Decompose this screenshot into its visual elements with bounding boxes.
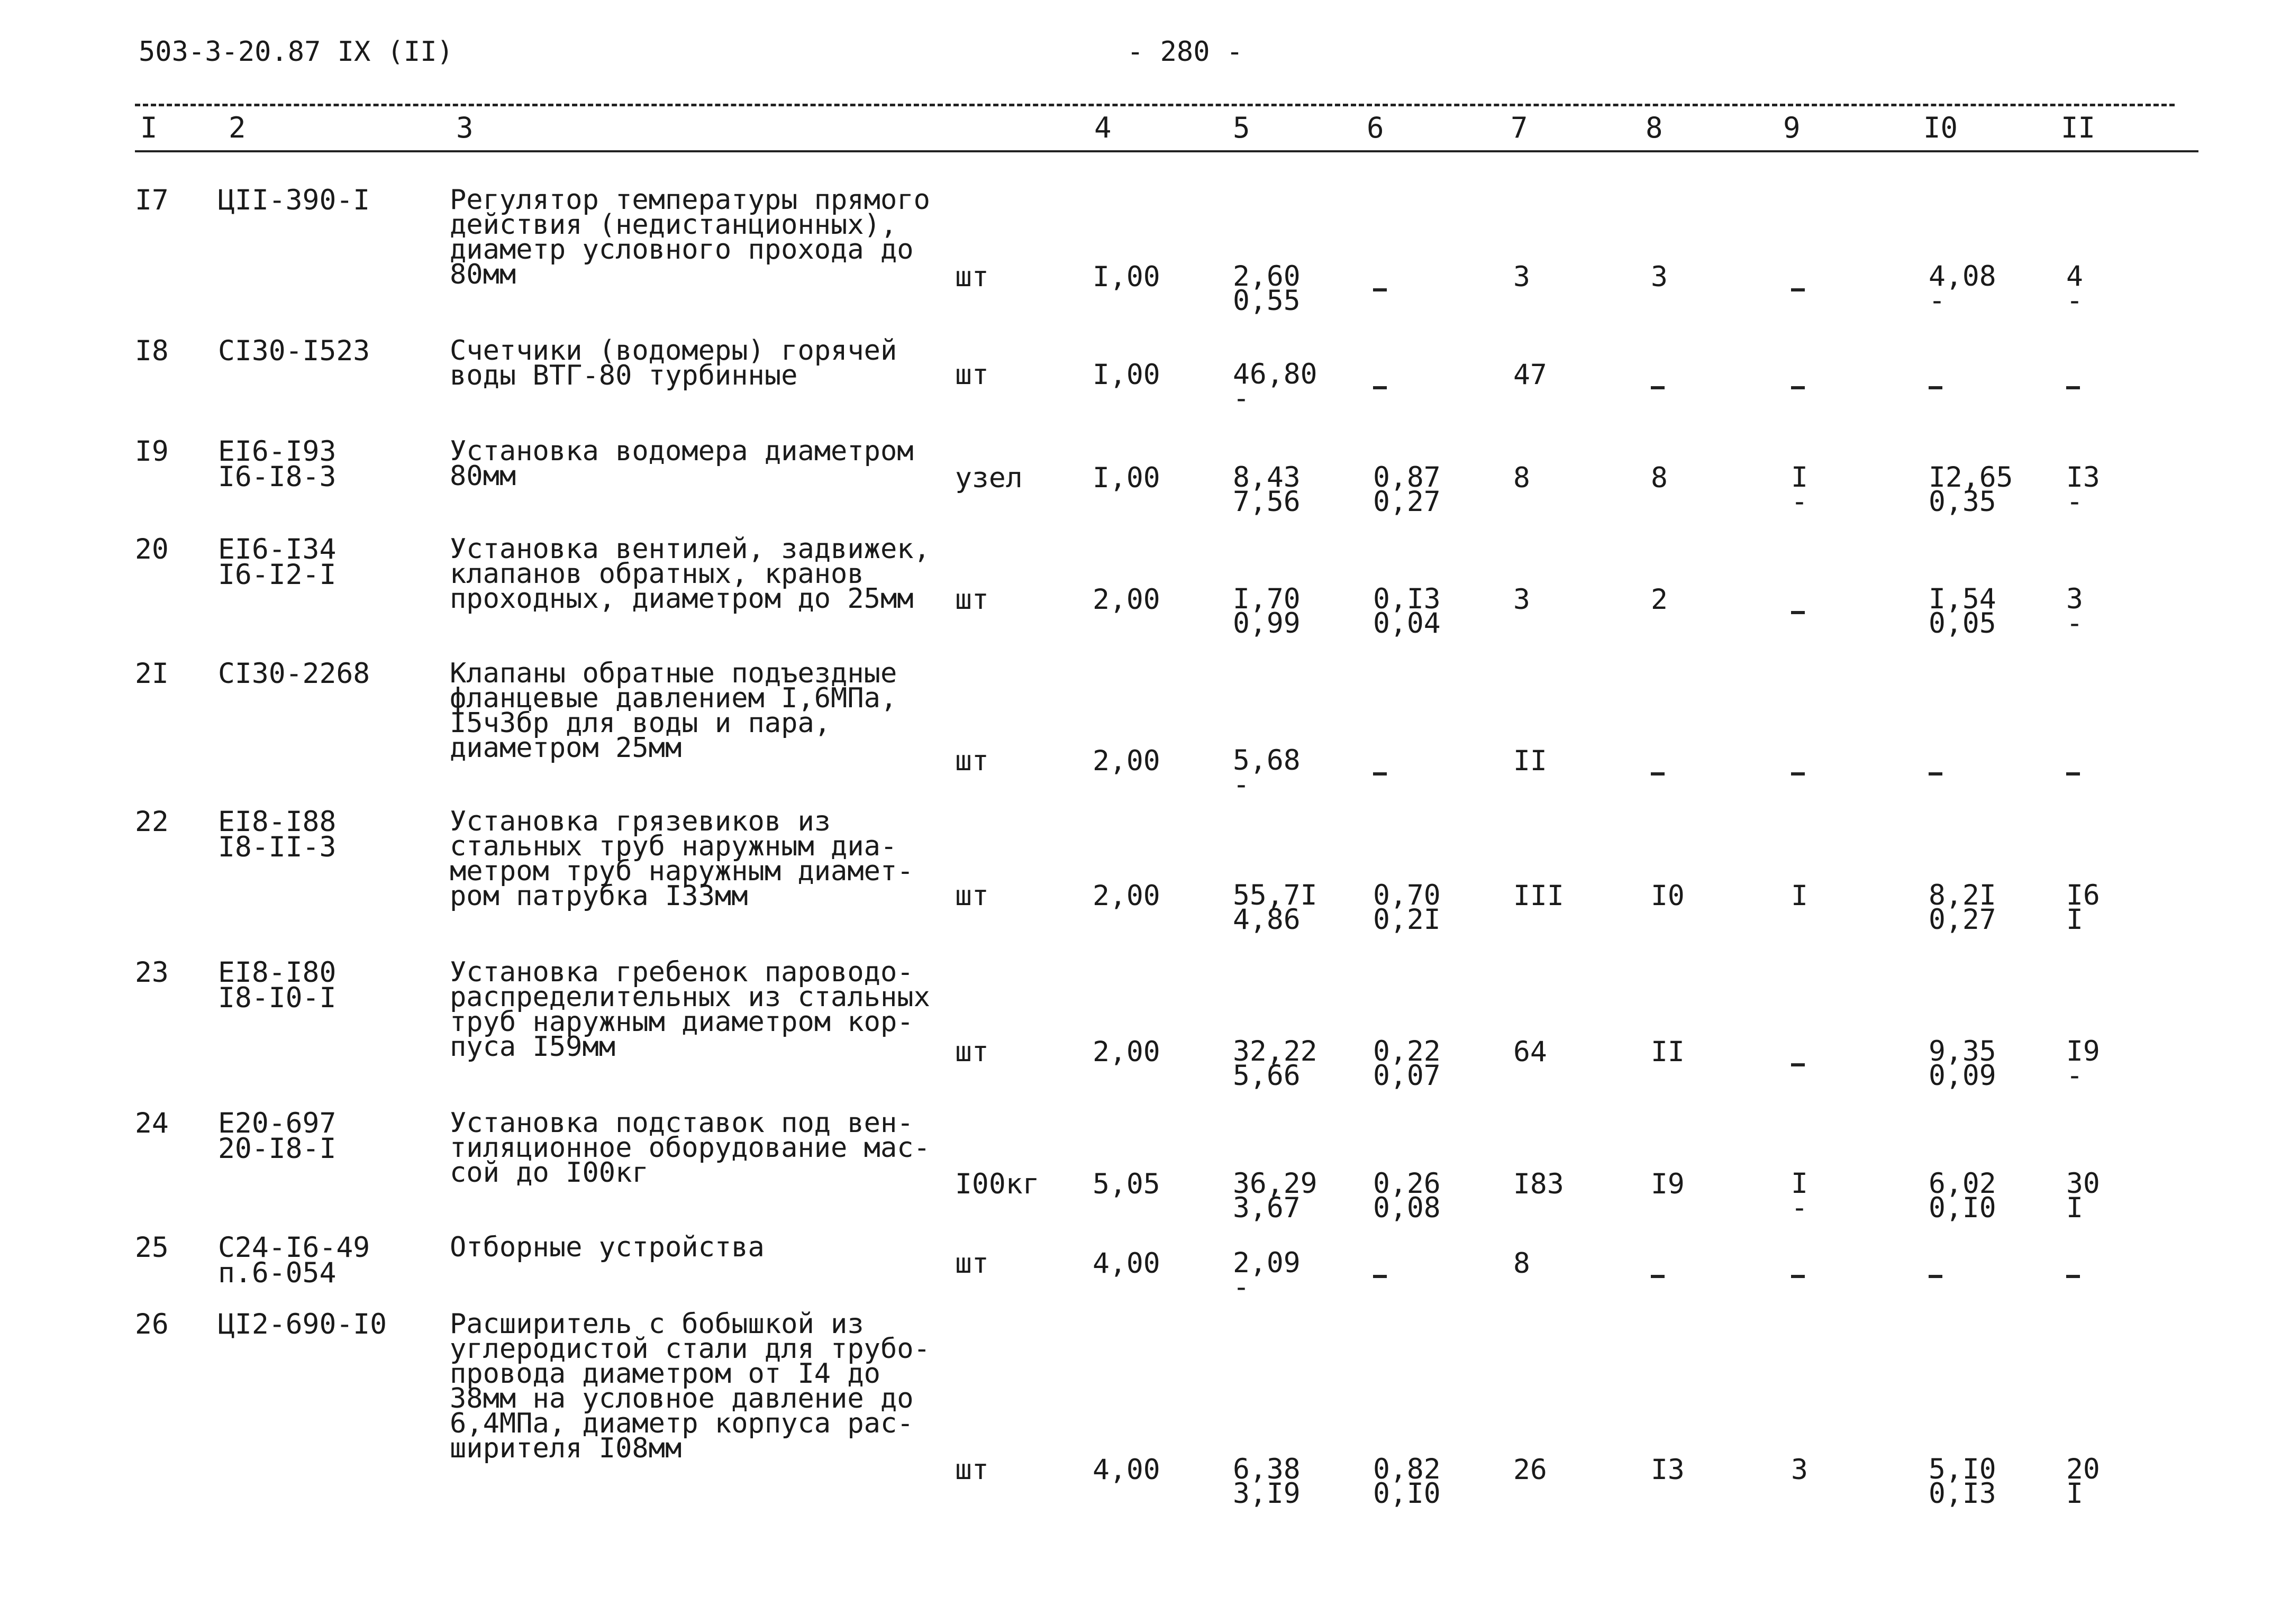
cell-c5 bbox=[1233, 1035, 1317, 1092]
cell-qty: 2,00 bbox=[1093, 880, 1160, 912]
dash-mark bbox=[1791, 1275, 1805, 1278]
cell-c5 bbox=[1233, 583, 1301, 640]
value-line: - bbox=[1929, 285, 1946, 317]
cell-qty: I,00 bbox=[1093, 462, 1160, 494]
cell-c6 bbox=[1373, 760, 1387, 786]
cell-c5 bbox=[1233, 260, 1301, 317]
cell-no: 23 bbox=[135, 956, 169, 989]
cell-code: CI30-2268 bbox=[218, 658, 370, 690]
cell-c7: III bbox=[1513, 880, 1564, 912]
cell-c11 bbox=[2066, 1167, 2100, 1224]
value-line: 4 bbox=[2066, 260, 2083, 293]
cell-c9 bbox=[1791, 461, 1808, 518]
column-number-7: 7 bbox=[1511, 111, 1528, 144]
value-line: 0,27 bbox=[1373, 486, 1441, 518]
value-line: I3 bbox=[2066, 461, 2100, 494]
value-line: 0,I0 bbox=[1929, 1192, 1996, 1224]
cell-unit: шт bbox=[955, 1454, 989, 1486]
cell-c5 bbox=[1233, 358, 1317, 415]
column-number-11: II bbox=[2061, 111, 2096, 144]
value-line: I bbox=[1791, 1167, 1808, 1200]
cell-code: ЦI2-690-I0 bbox=[218, 1308, 387, 1340]
dash-mark bbox=[2066, 772, 2080, 775]
cell-unit: узел bbox=[955, 462, 1023, 494]
cell-c5 bbox=[1233, 879, 1317, 936]
value-line: 6,02 bbox=[1929, 1167, 1996, 1200]
cell-c9 bbox=[1791, 374, 1805, 399]
cell-no: 25 bbox=[135, 1231, 169, 1264]
dash-mark bbox=[1373, 288, 1387, 291]
value-line: 6,38 bbox=[1233, 1453, 1301, 1485]
value-line: 0,22 bbox=[1373, 1035, 1441, 1068]
cell-c7: 64 bbox=[1513, 1036, 1547, 1068]
cell-desc: Клапаны обратные подъездные фланцевые давлением I,6МПа, I5ч3бр для воды и пара, диаметром 25мм bbox=[450, 658, 897, 764]
value-line: 5,66 bbox=[1233, 1060, 1301, 1092]
value-line: I,54 bbox=[1929, 583, 1996, 615]
cell-desc: Установка подставок под вен- тиляционное оборудование мас- сой до I00кг bbox=[450, 1107, 930, 1189]
column-number-2: 2 bbox=[229, 111, 246, 144]
value-line: 0,35 bbox=[1929, 486, 1996, 518]
cell-c9 bbox=[1791, 599, 1805, 624]
cell-unit: шт bbox=[955, 261, 989, 293]
value-line: 4,08 bbox=[1929, 260, 1996, 293]
value-line: 0,55 bbox=[1233, 285, 1301, 317]
column-number-10: I0 bbox=[1923, 111, 1958, 144]
value-line: 0,70 bbox=[1373, 879, 1441, 911]
value-line: I bbox=[2066, 904, 2083, 936]
cell-c6 bbox=[1373, 583, 1441, 640]
cell-unit: шт bbox=[955, 1036, 989, 1068]
cell-qty: I,00 bbox=[1093, 261, 1160, 293]
cell-c7: 26 bbox=[1513, 1454, 1547, 1486]
cell-c9 bbox=[1791, 760, 1805, 786]
dash-mark bbox=[1373, 386, 1387, 389]
cell-unit: шт bbox=[955, 359, 989, 391]
cell-desc: Расширитель с бобышкой из углеродистой стали для трубо- провода диаметром от I4 до 38мм на условное давление до 6,4МПа, диаметр корпуса рас- ширителя I08мм bbox=[450, 1308, 930, 1464]
value-line: 55,7I bbox=[1233, 879, 1317, 911]
value-line: 0,05 bbox=[1929, 607, 1996, 640]
column-number-3: 3 bbox=[456, 111, 474, 144]
column-number-6: 6 bbox=[1367, 111, 1384, 144]
cell-c7: I83 bbox=[1513, 1168, 1564, 1200]
cell-no: 20 bbox=[135, 533, 169, 565]
page-number: - 280 - bbox=[1127, 36, 1243, 68]
cell-code: EI6-I93 I6-I8-3 bbox=[218, 435, 337, 493]
cell-c5 bbox=[1233, 1453, 1301, 1510]
value-line: 20 bbox=[2066, 1453, 2100, 1485]
value-line: 0,27 bbox=[1929, 904, 1996, 936]
value-line: 4,86 bbox=[1233, 904, 1301, 936]
value-line: I bbox=[1791, 461, 1808, 494]
cell-c10 bbox=[1929, 1263, 1942, 1288]
cell-c11 bbox=[2066, 1263, 2080, 1288]
cell-qty: 4,00 bbox=[1093, 1454, 1160, 1486]
cell-c11 bbox=[2066, 1453, 2100, 1510]
cell-c7: 8 bbox=[1513, 1247, 1530, 1280]
dash-mark bbox=[1651, 772, 1665, 775]
value-line: - bbox=[2066, 285, 2083, 317]
cell-c7: 3 bbox=[1513, 583, 1530, 616]
header-rule bbox=[135, 150, 2198, 152]
value-line: - bbox=[2066, 607, 2083, 640]
value-line: 2,09 bbox=[1233, 1247, 1301, 1279]
cell-unit: шт bbox=[955, 880, 989, 912]
cell-c11 bbox=[2066, 260, 2083, 317]
value-line: 0,87 bbox=[1373, 461, 1441, 494]
cell-c10 bbox=[1929, 1035, 1996, 1092]
value-line: 0,07 bbox=[1373, 1060, 1441, 1092]
dash-mark bbox=[1791, 386, 1805, 389]
cell-code: C24-I6-49 п.6-054 bbox=[218, 1231, 370, 1289]
cell-c8: I9 bbox=[1651, 1168, 1685, 1200]
cell-c8: I3 bbox=[1651, 1454, 1685, 1486]
value-line: 36,29 bbox=[1233, 1167, 1317, 1200]
value-line: - bbox=[2066, 1060, 2083, 1092]
cell-c5 bbox=[1233, 744, 1301, 801]
cell-c11 bbox=[2066, 760, 2080, 786]
dash-mark bbox=[1929, 386, 1942, 389]
value-line: - bbox=[2066, 486, 2083, 518]
cell-desc: Установка грязевиков из стальных труб наружным диа- метром труб наружным диамет- ром патрубка I33мм bbox=[450, 806, 914, 912]
cell-desc: Установка гребенок пароводо- распределительных из стальных труб наружным диаметром кор- пуса I59мм bbox=[450, 956, 930, 1063]
value-line: - bbox=[1233, 769, 1250, 801]
cell-c11 bbox=[2066, 1035, 2100, 1092]
cell-unit: шт bbox=[955, 583, 989, 616]
cell-no: 26 bbox=[135, 1308, 169, 1340]
value-line: - bbox=[1233, 1271, 1250, 1303]
cell-no: I7 bbox=[135, 184, 169, 216]
cell-code: E20-697 20-I8-I bbox=[218, 1107, 337, 1165]
cell-code: ЦII-390-I bbox=[218, 184, 370, 216]
cell-desc: Отборные устройства bbox=[450, 1231, 765, 1263]
cell-c6 bbox=[1373, 374, 1387, 399]
value-line: I2,65 bbox=[1929, 461, 2013, 494]
value-line: 0,2I bbox=[1373, 904, 1441, 936]
cell-c6 bbox=[1373, 276, 1387, 302]
cell-c8: I0 bbox=[1651, 880, 1685, 912]
cell-no: I9 bbox=[135, 435, 169, 468]
cell-c11 bbox=[2066, 374, 2080, 399]
dash-mark bbox=[1651, 1275, 1665, 1278]
value-line: 8,2I bbox=[1929, 879, 1996, 911]
value-line: 9,35 bbox=[1929, 1035, 1996, 1068]
value-line: 3,I9 bbox=[1233, 1477, 1301, 1510]
dash-mark bbox=[1373, 772, 1387, 775]
doc-header-code: 503-3-20.87 IX (II) bbox=[139, 36, 453, 68]
cell-c9 bbox=[1791, 1263, 1805, 1288]
value-line: 32,22 bbox=[1233, 1035, 1317, 1068]
value-line: 0,I3 bbox=[1373, 583, 1441, 615]
dash-mark bbox=[1791, 611, 1805, 614]
value-line: - bbox=[1791, 486, 1808, 518]
cell-c6 bbox=[1373, 1167, 1441, 1224]
cell-c9: I bbox=[1791, 880, 1808, 912]
column-number-8: 8 bbox=[1646, 111, 1663, 144]
cell-c8: 3 bbox=[1651, 261, 1668, 293]
cell-qty: I,00 bbox=[1093, 359, 1160, 391]
cell-code: EI8-I88 I8-II-3 bbox=[218, 806, 337, 863]
cell-no: 2I bbox=[135, 658, 169, 690]
value-line: 30 bbox=[2066, 1167, 2100, 1200]
value-line: 2,60 bbox=[1233, 260, 1301, 293]
cell-c10 bbox=[1929, 461, 2013, 518]
cell-c8 bbox=[1651, 374, 1665, 399]
cell-c11 bbox=[2066, 461, 2100, 518]
value-line: 3,67 bbox=[1233, 1192, 1301, 1224]
value-line: 0,82 bbox=[1373, 1453, 1441, 1485]
column-number-9: 9 bbox=[1783, 111, 1801, 144]
dash-mark bbox=[1373, 1275, 1387, 1278]
value-line: I,70 bbox=[1233, 583, 1301, 615]
value-line: 0,04 bbox=[1373, 607, 1441, 640]
cell-c11 bbox=[2066, 583, 2083, 640]
cell-desc: Регулятор температуры прямого действия (недистанционных), диаметр условного прохода до 80мм bbox=[450, 184, 930, 290]
value-line: I9 bbox=[2066, 1035, 2100, 1068]
value-line: 0,26 bbox=[1373, 1167, 1441, 1200]
cell-c6 bbox=[1373, 1453, 1441, 1510]
value-line: 0,09 bbox=[1929, 1060, 1996, 1092]
cell-c8: 8 bbox=[1651, 462, 1668, 494]
cell-qty: 5,05 bbox=[1093, 1168, 1160, 1200]
cell-c10 bbox=[1929, 260, 1996, 317]
cell-c5 bbox=[1233, 1167, 1317, 1224]
value-line: 0,I3 bbox=[1929, 1477, 1996, 1510]
cell-no: 22 bbox=[135, 806, 169, 838]
column-number-5: 5 bbox=[1233, 111, 1250, 144]
cell-unit: шт bbox=[955, 745, 989, 777]
cell-c10 bbox=[1929, 879, 1996, 936]
cell-c8: II bbox=[1651, 1036, 1685, 1068]
value-line: 0,99 bbox=[1233, 607, 1301, 640]
cell-unit: шт bbox=[955, 1247, 989, 1280]
dash-mark bbox=[1791, 1063, 1805, 1066]
cell-unit: I00кг bbox=[955, 1168, 1040, 1200]
cell-c7: 8 bbox=[1513, 462, 1530, 494]
column-number-4: 4 bbox=[1094, 111, 1112, 144]
cell-c6 bbox=[1373, 461, 1441, 518]
cell-c10 bbox=[1929, 1167, 1996, 1224]
value-line: - bbox=[1791, 1192, 1808, 1224]
cell-c9 bbox=[1791, 276, 1805, 302]
cell-c9 bbox=[1791, 1167, 1808, 1224]
cell-code: EI8-I80 I8-I0-I bbox=[218, 956, 337, 1014]
cell-c5 bbox=[1233, 461, 1301, 518]
value-line: I bbox=[2066, 1477, 2083, 1510]
cell-desc: Установка водомера диаметром 80мм bbox=[450, 435, 914, 492]
cell-c7: 47 bbox=[1513, 359, 1547, 391]
cell-c9: 3 bbox=[1791, 1454, 1808, 1486]
cell-desc: Установка вентилей, задвижек, клапанов обратных, кранов проходных, диаметром до 25мм bbox=[450, 533, 930, 615]
cell-c8 bbox=[1651, 760, 1665, 786]
value-line: 3 bbox=[2066, 583, 2083, 615]
cell-c5 bbox=[1233, 1247, 1301, 1303]
cell-c7: II bbox=[1513, 745, 1547, 777]
cell-c10 bbox=[1929, 760, 1942, 786]
cell-qty: 2,00 bbox=[1093, 1036, 1160, 1068]
value-line: 0,08 bbox=[1373, 1192, 1441, 1224]
top-rule bbox=[135, 104, 2175, 106]
cell-qty: 4,00 bbox=[1093, 1247, 1160, 1280]
value-line: 46,80 bbox=[1233, 358, 1317, 390]
cell-c6 bbox=[1373, 879, 1441, 936]
dash-mark bbox=[1929, 772, 1942, 775]
dash-mark bbox=[1651, 386, 1665, 389]
cell-c10 bbox=[1929, 1453, 1996, 1510]
value-line: I6 bbox=[2066, 879, 2100, 911]
cell-c8: 2 bbox=[1651, 583, 1668, 616]
dash-mark bbox=[2066, 386, 2080, 389]
cell-c7: 3 bbox=[1513, 261, 1530, 293]
cell-c10 bbox=[1929, 374, 1942, 399]
value-line: 0,I0 bbox=[1373, 1477, 1441, 1510]
dash-mark bbox=[1791, 288, 1805, 291]
cell-code: EI6-I34 I6-I2-I bbox=[218, 533, 337, 591]
cell-desc: Счетчики (водомеры) горячей воды ВТГ-80 турбинные bbox=[450, 335, 897, 391]
cell-c11 bbox=[2066, 879, 2100, 936]
value-line: 8,43 bbox=[1233, 461, 1301, 494]
value-line: - bbox=[1233, 382, 1250, 415]
dash-mark bbox=[1929, 1275, 1942, 1278]
cell-c10 bbox=[1929, 583, 1996, 640]
value-line: I bbox=[2066, 1192, 2083, 1224]
cell-no: 24 bbox=[135, 1107, 169, 1139]
cell-qty: 2,00 bbox=[1093, 745, 1160, 777]
cell-code: CI30-I523 bbox=[218, 335, 370, 367]
cell-c6 bbox=[1373, 1263, 1387, 1288]
value-line: 5,I0 bbox=[1929, 1453, 1996, 1485]
value-line: 5,68 bbox=[1233, 744, 1301, 777]
cell-no: I8 bbox=[135, 335, 169, 367]
cell-c9 bbox=[1791, 1051, 1805, 1076]
column-number-1: I bbox=[140, 111, 158, 144]
cell-c8 bbox=[1651, 1263, 1665, 1288]
cell-c6 bbox=[1373, 1035, 1441, 1092]
dash-mark bbox=[2066, 1275, 2080, 1278]
value-line: 7,56 bbox=[1233, 486, 1301, 518]
cell-qty: 2,00 bbox=[1093, 583, 1160, 616]
dash-mark bbox=[1791, 772, 1805, 775]
